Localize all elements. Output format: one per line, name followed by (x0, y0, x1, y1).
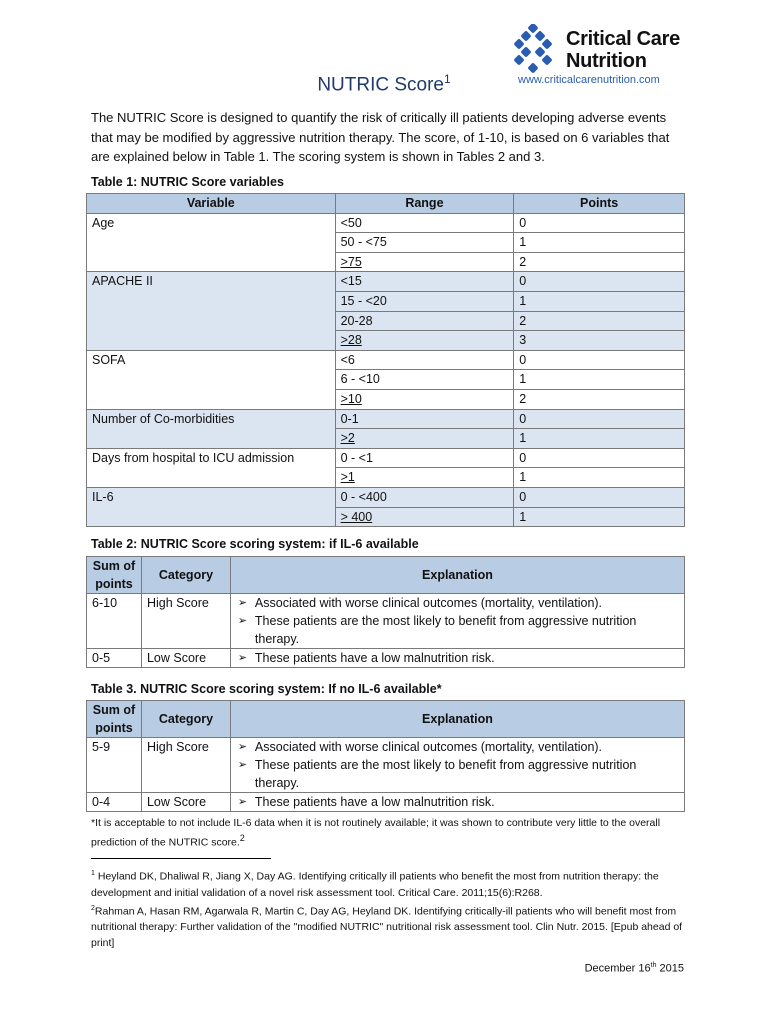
title-superscript: 1 (444, 72, 451, 86)
variable-cell: Age (87, 213, 336, 272)
explanation-bullet: ➢ These patients have a low malnutrition risk. (236, 793, 679, 811)
sum-cell: 5-9 (87, 738, 142, 793)
points-cell: 1 (514, 370, 685, 390)
table1-row (87, 487, 685, 507)
reference-2 (91, 901, 691, 952)
range-cell: 6 - <10 (335, 370, 514, 390)
table3-row (87, 738, 685, 793)
footnote-divider (91, 858, 271, 859)
footnote-text: *It is acceptable to not include IL-6 data when it is not routinely available; it was shown to contribute very little to the overall prediction of the NUTRIC score. (91, 817, 661, 849)
logo-url-link[interactable]: www.criticalcarenutrition.com (518, 74, 660, 86)
points-cell: 2 (514, 389, 685, 409)
points-cell: 1 (514, 468, 685, 488)
sum-cell: 0-5 (87, 649, 142, 668)
range-cell: 50 - <75 (335, 233, 514, 253)
range-cell: >10 (335, 389, 514, 409)
logo-text (566, 28, 680, 72)
range-cell: 0 - <400 (335, 487, 514, 507)
table2-header-category: Category (141, 557, 230, 594)
table1-body (87, 213, 685, 527)
date-prefix: December 16 (584, 962, 651, 975)
points-cell: 1 (514, 507, 685, 527)
range-cell: >2 (335, 429, 514, 449)
range-cell: >28 (335, 331, 514, 351)
explanation-bullet: ➢ These patients have a low malnutrition risk. (236, 649, 679, 667)
points-cell: 0 (514, 409, 685, 429)
points-cell: 2 (514, 252, 685, 272)
table2 (86, 556, 685, 668)
points-cell: 0 (514, 213, 685, 233)
explanation-bullet: ➢ Associated with worse clinical outcomes (mortality, ventilation). (236, 738, 679, 756)
explanation-list (236, 793, 679, 811)
table3-caption: Table 3. NUTRIC Score scoring system: If no IL-6 available* (91, 682, 442, 696)
explanation-bullet: ➢ These patients are the most likely to benefit from aggressive nutrition therapy. (236, 612, 679, 648)
explanation-cell (230, 738, 684, 793)
date-year: 2015 (656, 962, 684, 975)
table3-header-explanation: Explanation (230, 701, 684, 738)
table1 (86, 193, 685, 527)
table2-header-sum: Sum of points (87, 557, 142, 594)
variable-cell: APACHE II (87, 272, 336, 350)
explanation-bullet: ➢ These patients are the most likely to benefit from aggressive nutrition therapy. (236, 756, 679, 792)
table2-body (87, 594, 685, 668)
reference-number: 1 (91, 870, 95, 877)
range-cell: > 400 (335, 507, 514, 527)
table3 (86, 700, 685, 812)
references (91, 866, 691, 951)
explanation-cell (230, 649, 684, 668)
explanation-cell (230, 594, 684, 649)
variable-cell: SOFA (87, 350, 336, 409)
sum-cell: 6-10 (87, 594, 142, 649)
range-cell: <15 (335, 272, 514, 292)
variable-cell: Number of Co-morbidities (87, 409, 336, 448)
range-cell: >1 (335, 468, 514, 488)
date-ordinal: th (650, 962, 657, 969)
table2-header-explanation: Explanation (230, 557, 684, 594)
range-cell: 20-28 (335, 311, 514, 331)
explanation-list (236, 594, 679, 648)
table1-caption: Table 1: NUTRIC Score variables (91, 175, 284, 189)
table1-row (87, 350, 685, 370)
range-cell: >75 (335, 252, 514, 272)
reference-number: 2 (91, 904, 95, 912)
range-cell: <50 (335, 213, 514, 233)
range-cell: 0 - <1 (335, 448, 514, 468)
logo-line2: Nutrition (566, 50, 647, 72)
table1-header-range: Range (335, 194, 514, 214)
variable-cell: Days from hospital to ICU admission (87, 448, 336, 487)
category-cell: Low Score (141, 649, 230, 668)
table3-header-category: Category (141, 701, 230, 738)
intro-paragraph: The NUTRIC Score is designed to quantify the risk of critically ill patients developing adverse events that may be modified by aggressive nutrition therapy. The score, of 1-10, is based on 6 variables that are explained below in Table 1. The scoring system is shown in Tables 2 and 3. (91, 110, 670, 164)
explanation-list (236, 649, 679, 667)
title-text: NUTRIC Score (317, 74, 444, 96)
table3-header-sum: Sum of points (87, 701, 142, 738)
reference-1 (91, 866, 691, 901)
table1-header-points: Points (514, 194, 685, 214)
range-cell: 0-1 (335, 409, 514, 429)
points-cell: 1 (514, 291, 685, 311)
footnote-superscript: 2 (239, 833, 245, 843)
table3-row (87, 793, 685, 812)
explanation-bullet: ➢ Associated with worse clinical outcomes (mortality, ventilation). (236, 594, 679, 612)
reference-text: Rahman A, Hasan RM, Agarwala R, Martin C, Day AG, Heyland DK. Identifying critically-ill patients who will benefit most from nutritional therapy: Further validation of the "modified NUTRIC" nutritional risk assessment tool. Clin Nutr. 2015. [Epub ahead of print] (91, 905, 683, 949)
points-cell: 3 (514, 331, 685, 351)
points-cell: 1 (514, 233, 685, 253)
table3-body (87, 738, 685, 812)
category-cell: Low Score (141, 793, 230, 812)
page-title (0, 72, 768, 96)
table2-row (87, 594, 685, 649)
category-cell: High Score (141, 594, 230, 649)
explanation-cell (230, 793, 684, 812)
table2-row (87, 649, 685, 668)
il6-footnote (91, 816, 701, 851)
logo-line1: Critical Care (566, 28, 680, 50)
table2-caption: Table 2: NUTRIC Score scoring system: if IL-6 available (91, 537, 419, 551)
range-cell: 15 - <20 (335, 291, 514, 311)
points-cell: 0 (514, 487, 685, 507)
points-cell: 2 (514, 311, 685, 331)
reference-text: Heyland DK, Dhaliwal R, Jiang X, Day AG. Identifying critically ill patients who benefit the most from nutrition therapy: the development and initial validation of a novel risk assessment tool. Critical Care. 2011;15(6):R268. (91, 870, 659, 899)
points-cell: 0 (514, 272, 685, 292)
points-cell: 1 (514, 429, 685, 449)
table1-row (87, 272, 685, 292)
points-cell: 0 (514, 448, 685, 468)
document-date (585, 962, 684, 975)
table1-row (87, 409, 685, 429)
variable-cell: IL-6 (87, 487, 336, 526)
sum-cell: 0-4 (87, 793, 142, 812)
range-cell: <6 (335, 350, 514, 370)
table1-row (87, 213, 685, 233)
table1-row (87, 448, 685, 468)
table1-header-variable: Variable (87, 194, 336, 214)
explanation-list (236, 738, 679, 792)
category-cell: High Score (141, 738, 230, 793)
points-cell: 0 (514, 350, 685, 370)
